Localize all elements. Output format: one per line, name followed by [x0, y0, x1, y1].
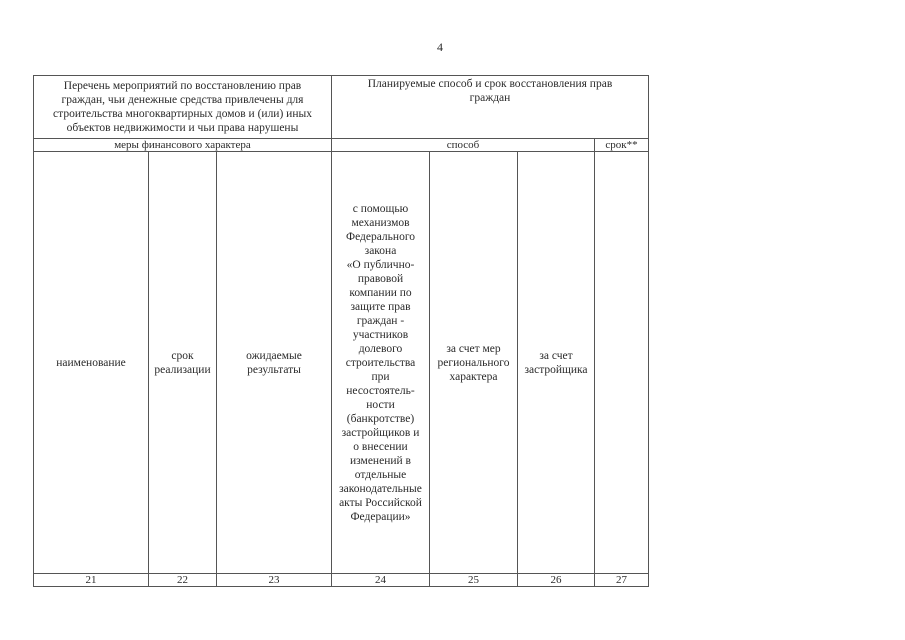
column-number: 22: [149, 574, 217, 587]
column-header-expected-results: ожидаемые результаты: [217, 152, 332, 574]
column-header-name: наименование: [34, 152, 149, 574]
column-number: 26: [518, 574, 595, 587]
column-number: 23: [217, 574, 332, 587]
column-number: 27: [595, 574, 649, 587]
column-header-developer-funds: за счет застройщика: [518, 152, 595, 574]
header-planned-method-and-term: Планируемые способ и срок восстановления прав граждан: [332, 76, 649, 139]
column-number: 21: [34, 574, 149, 587]
column-header-term: [595, 152, 649, 574]
page-number: 4: [437, 40, 443, 54]
column-number: 24: [332, 574, 430, 587]
column-number: 25: [430, 574, 518, 587]
column-header-regional-measures: за счет мер регионального характера: [430, 152, 518, 574]
subheader-financial-measures: меры финансового характера: [34, 139, 332, 152]
column-header-implementation-term: срок реализации: [149, 152, 217, 574]
subheader-method: способ: [332, 139, 595, 152]
subheader-term: срок**: [595, 139, 649, 152]
column-header-federal-law-mechanisms: с помощью механизмов Федерального закона «О публично- правовой компании по защите прав граждан - участников долевого строительства при несостоятель- ности (банкротстве) застройщиков и о внесении изменений в отдельные законодательные акты Российской Федерации»: [332, 152, 430, 574]
header-rights-restoration-measures: Перечень мероприятий по восстановлению прав граждан, чьи денежные средства привлечены для строительства многоквартирных домов и (или) иных объектов недвижимости и чьи права нарушены: [34, 76, 332, 139]
measures-table: [33, 75, 649, 587]
